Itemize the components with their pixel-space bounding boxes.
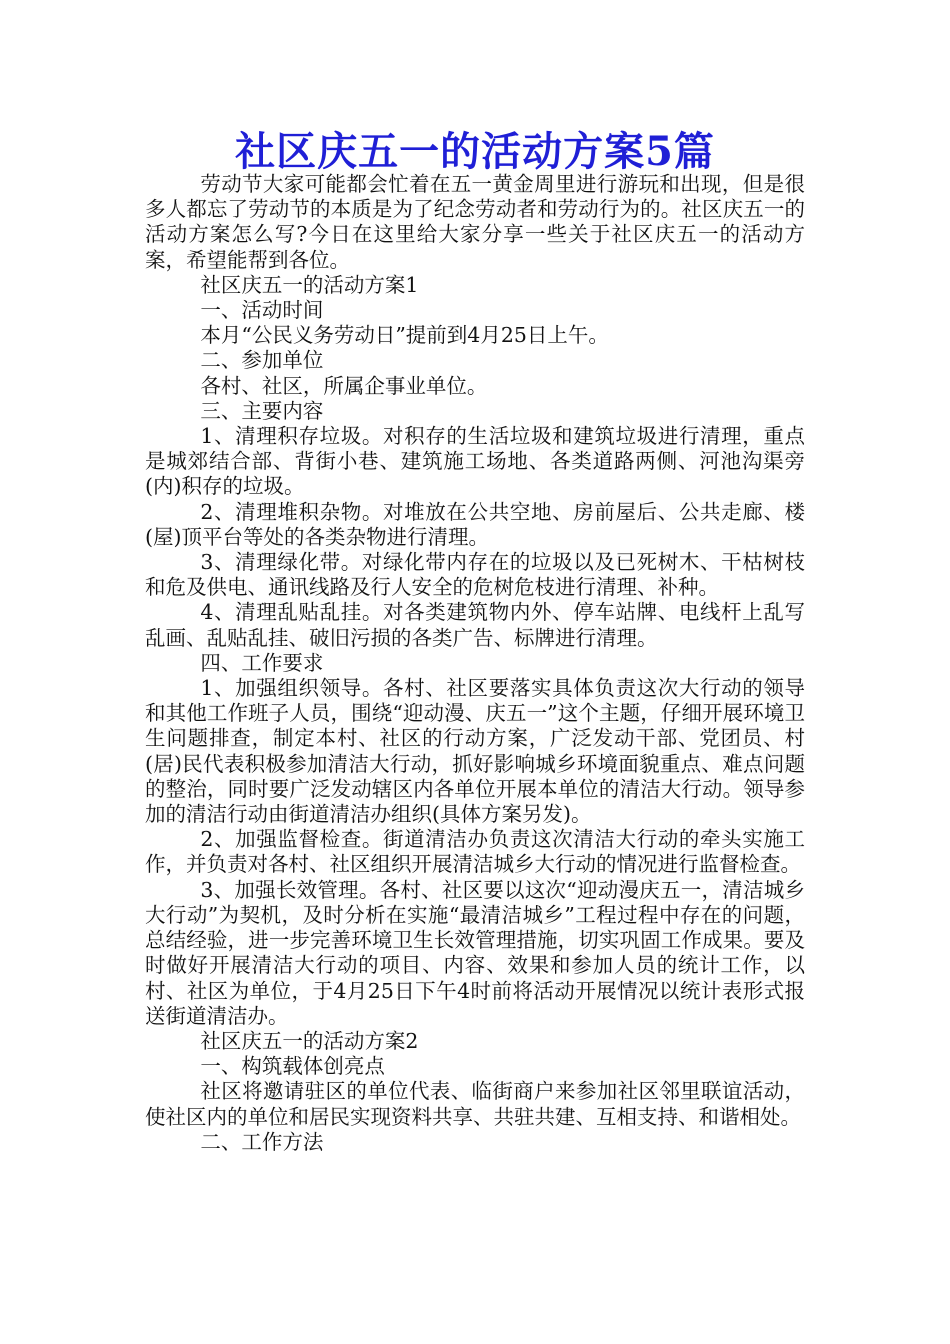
- body-paragraph: 社区将邀请驻区的单位代表、临街商户来参加社区邻里联谊活动，使社区内的单位和居民实现资料共享、共驻共建、互相支持、和谐相处。: [145, 1079, 805, 1129]
- body-paragraph: 4、清理乱贴乱挂。对各类建筑物内外、停车站牌、电线杆上乱写乱画、乱贴乱挂、破旧污损的各类广告、标牌进行清理。: [145, 600, 805, 650]
- subsection-heading: 四、工作要求: [200, 650, 324, 675]
- document-body: [145, 172, 805, 1155]
- section-heading: 社区庆五一的活动方案2: [200, 1028, 419, 1053]
- body-paragraph: 2、加强监督检查。街道清洁办负责这次清洁大行动的牵头实施工作，并负责对各村、社区组织开展清洁城乡大行动的情况进行监督检查。: [145, 827, 805, 877]
- body-paragraph: 1、清理积存垃圾。对积存的生活垃圾和建筑垃圾进行清理，重点是城郊结合部、背街小巷、建筑施工场地、各类道路两侧、河池沟渠旁(内)积存的垃圾。: [145, 424, 805, 499]
- subsection-heading: 二、参加单位: [200, 348, 324, 373]
- body-paragraph: 2、清理堆积杂物。对堆放在公共空地、房前屋后、公共走廊、楼(屋)顶平台等处的各类杂物进行清理。: [145, 499, 805, 549]
- body-paragraph: 3、清理绿化带。对绿化带内存在的垃圾以及已死树木、干枯树枝和危及供电、通讯线路及行人安全的危树危枝进行清理、补种。: [145, 550, 805, 600]
- body-paragraph: 3、加强长效管理。各村、社区要以这次“迎动漫庆五一，清洁城乡大行动”为契机，及时分析在实施“最清洁城乡”工程过程中存在的问题，总结经验，进一步完善环境卫生长效管理措施，切实巩固工作成果。要及时做好开展清洁大行动的项目、内容、效果和参加人员的统计工作，以村、社区为单位，于4月25日下午4时前将活动开展情况以统计表形式报送街道清洁办。: [145, 877, 805, 1028]
- section-heading: 社区庆五一的活动方案1: [200, 272, 419, 297]
- body-paragraph: 1、加强组织领导。各村、社区要落实具体负责这次大行动的领导和其他工作班子人员，围绕“迎动漫、庆五一”这个主题，仔细开展环境卫生问题排查，制定本村、社区的行动方案，广泛发动干部、党团员、村(居)民代表积极参加清洁大行动，抓好影响城乡环境面貌重点、难点问题的整治，同时要广泛发动辖区内各单位开展本单位的清洁大行动。领导参加的清洁行动由街道清洁办组织(具体方案另发)。: [145, 676, 805, 827]
- subsection-heading: 一、构筑载体创亮点: [200, 1054, 385, 1079]
- body-paragraph: 本月“公民义务劳动日”提前到4月25日上午。: [200, 323, 609, 348]
- subsection-heading: 二、工作方法: [200, 1129, 324, 1154]
- body-paragraph: 各村、社区，所属企事业单位。: [200, 373, 488, 398]
- intro-paragraph: 劳动节大家可能都会忙着在五一黄金周里进行游玩和出现，但是很多人都忘了劳动节的本质是为了纪念劳动者和劳动行为的。社区庆五一的活动方案怎么写?今日在这里给大家分享一些关于社区庆五一的活动方案，希望能帮到各位。: [145, 172, 805, 272]
- subsection-heading: 三、主要内容: [200, 398, 324, 423]
- subsection-heading: 一、活动时间: [200, 298, 324, 323]
- document-title: 社区庆五一的活动方案5篇: [235, 128, 715, 175]
